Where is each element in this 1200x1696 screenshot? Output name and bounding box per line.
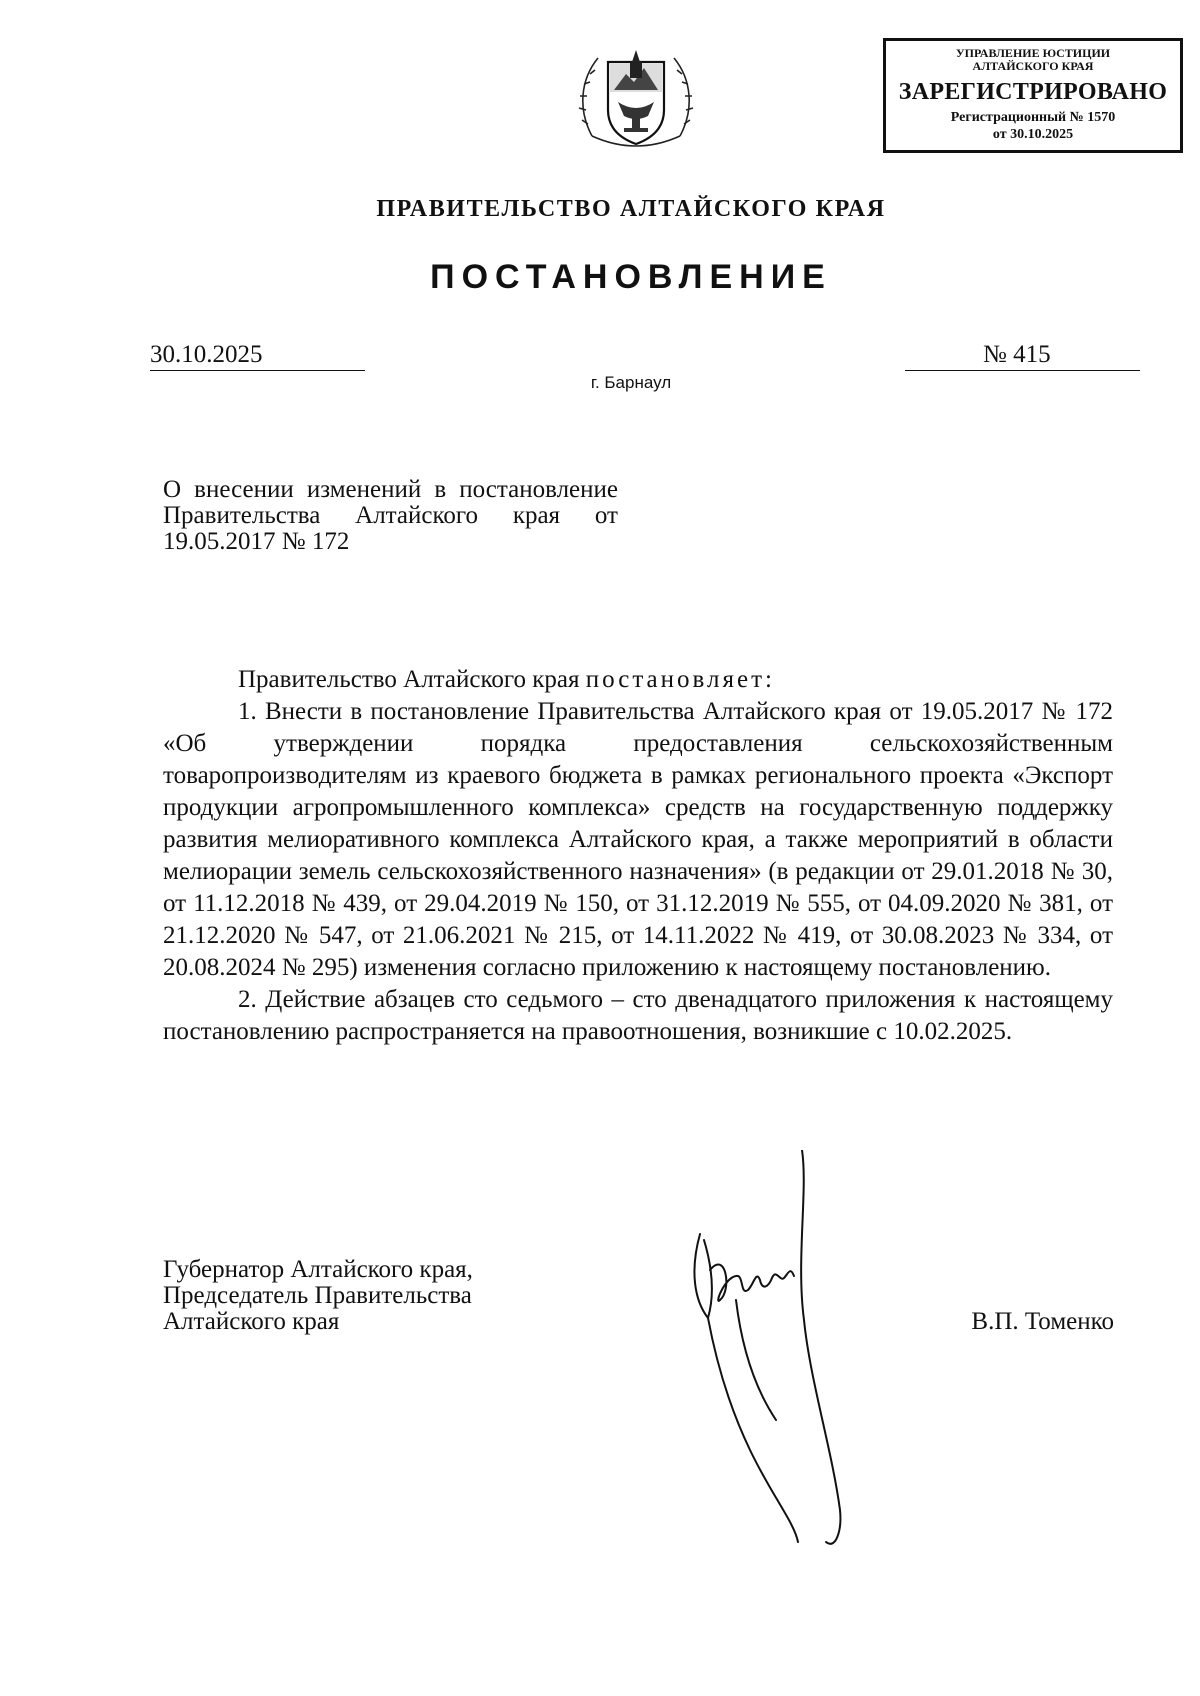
- body-item-2: 2. Действие абзацев сто седьмого – сто двенадцатого приложения к настоящему постановлению распространяется на правоотношения, возникшие с 10.02.2025.: [163, 986, 1113, 1045]
- document-number: [905, 340, 1140, 371]
- document-city: г. Барнаул: [590, 373, 672, 392]
- body-intro: [163, 664, 1113, 696]
- registration-stamp: [883, 38, 1183, 153]
- handwritten-signature: [686, 1150, 856, 1550]
- intro-prefix: Правительство Алтайского края: [238, 666, 586, 693]
- intro-suffix: :: [765, 666, 772, 693]
- signer-position: Губернатор Алтайского края, Председатель Правительства Алтайского края: [163, 1256, 473, 1335]
- body-item-1: 1. Внести в постановление Правительства Алтайского края от 19.05.2017 № 172 «Об утверждении порядка предоставления сельскохозяйственным товаропроизводителям из краевого бюджета в рамках регионального проекта «Экспорт продукции агропромышленного комплекса» средств на государственную поддержку развития мелиоративного комплекса Алтайского края, а также мероприятий в области мелиорации земель сельскохозяйственного назначения» (в редакции от 29.01.2018 № 30, от 11.12.2018 № 439, от 29.04.2019 № 150, от 31.12.2019 № 555, от 04.09.2020 № 381, от 21.12.2020 № 547, от 21.06.2021 № 215, от 14.11.2022 № 419, от 30.08.2023 № 334, от 20.08.2024 № 295) изменения согласно приложению к настоящему постановлению.: [163, 698, 1113, 981]
- stamp-registration-line: [886, 110, 1180, 126]
- document-subject: О внесении изменений в постановление Правительства Алтайского края от 19.05.2017 № 172: [163, 476, 618, 555]
- stamp-date-line: [886, 127, 1180, 143]
- intro-verb: постановляет: [585, 666, 765, 693]
- stamp-date-label: от: [992, 127, 1007, 142]
- coat-of-arms-icon: [574, 40, 698, 156]
- stamp-reg-label: Регистрационный №: [950, 110, 1084, 125]
- stamp-reg-number: 1570: [1087, 110, 1116, 125]
- number-label: №: [983, 341, 1007, 368]
- document-date: 30.10.2025: [150, 340, 365, 371]
- stamp-status: ЗАРЕГИСТРИРОВАНО: [898, 79, 1168, 105]
- number-value: 415: [1013, 341, 1051, 368]
- government-title: ПРАВИТЕЛЬСТВО АЛТАЙСКОГО КРАЯ: [376, 196, 886, 222]
- stamp-organization: УПРАВЛЕНИЕ ЮСТИЦИИ АЛТАЙСКОГО КРАЯ: [955, 46, 1111, 73]
- document-type: ПОСТАНОВЛЕНИЕ: [430, 258, 832, 296]
- document-body: [163, 664, 1113, 1048]
- signer-name: В.П. Томенко: [971, 1308, 1114, 1335]
- stamp-date: 30.10.2025: [1010, 127, 1074, 142]
